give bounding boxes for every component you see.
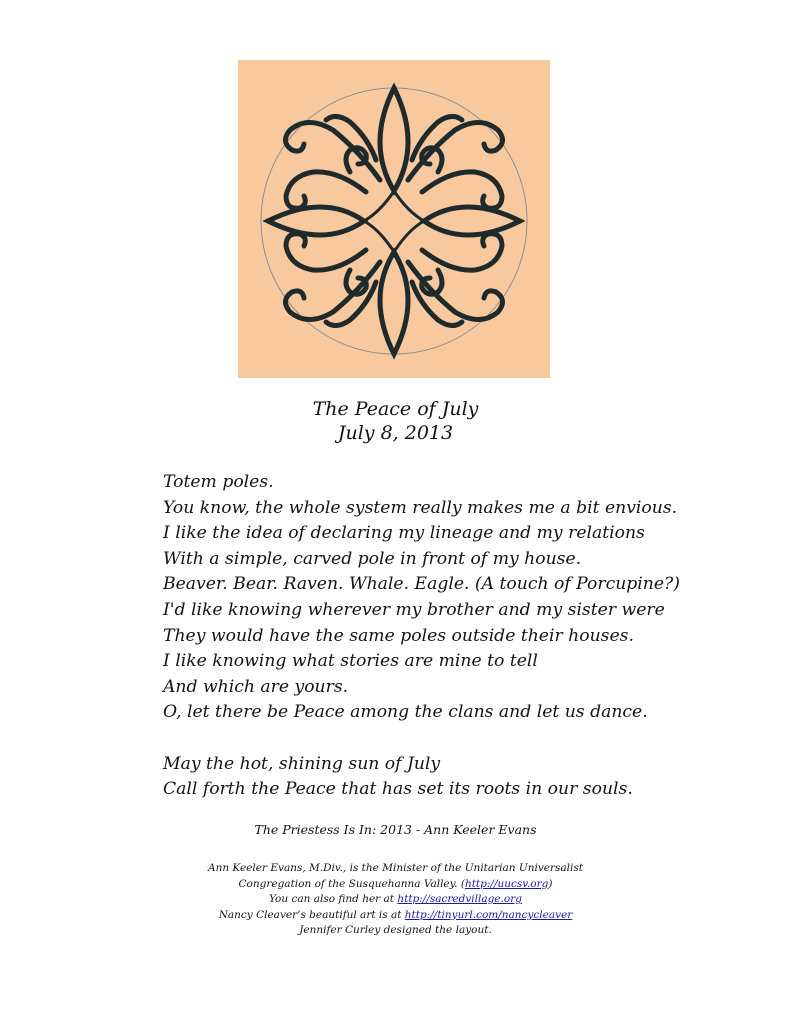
poem-line: I'd like knowing wherever my brother and my sister were xyxy=(163,599,665,620)
series-credit: The Priestess Is In: 2013 - Ann Keeler Evans xyxy=(254,822,537,837)
poem-line: Call forth the Peace that has set its roots in our souls. xyxy=(163,779,633,800)
author-bio-line: Ann Keeler Evans, M.Div., is the Minister of the Unitarian Universalist xyxy=(207,862,583,874)
poem-header xyxy=(0,397,791,445)
congregation-text: Congregation of the Susquehanna Valley. ( xyxy=(238,877,465,890)
poem-date: July 8, 2013 xyxy=(337,422,454,444)
sacredvillage-line xyxy=(0,892,791,908)
layout-credit-line: Jennifer Curley designed the layout. xyxy=(299,924,492,937)
congregation-line xyxy=(0,877,791,893)
sacredvillage-text: You can also find her at xyxy=(269,893,398,906)
sacredvillage-link[interactable]: http://sacredvillage.org xyxy=(397,893,522,906)
mandala-artwork xyxy=(238,60,550,378)
poem-line: Beaver. Bear. Raven. Whale. Eagle. (A touch of Porcupine?) xyxy=(163,574,680,595)
poem-line: I like knowing what stories are mine to tell xyxy=(163,651,538,672)
stanza-break xyxy=(163,726,723,752)
footer-info xyxy=(0,861,791,939)
poem-body xyxy=(163,470,723,803)
congregation-suffix: ) xyxy=(548,877,553,890)
poem-title: The Peace of July xyxy=(312,398,479,420)
art-credit-line xyxy=(0,908,791,924)
uucsv-link[interactable]: http://uucsv.org xyxy=(464,877,549,890)
poem-line: May the hot, shining sun of July xyxy=(163,753,441,774)
mandala-scroll-icon xyxy=(238,60,550,378)
poem-line: I like the idea of declaring my lineage and my relations xyxy=(163,523,645,544)
poem-line: And which are yours. xyxy=(163,676,349,697)
poem-line: O, let there be Peace among the clans and let us dance. xyxy=(163,702,648,723)
poem-line: With a simple, carved pole in front of my house. xyxy=(163,548,582,569)
poem-line: You know, the whole system really makes me a bit envious. xyxy=(163,497,678,518)
poem-line: Totem poles. xyxy=(163,472,274,492)
nancycleaver-link[interactable]: http://tinyurl.com/nancycleaver xyxy=(404,908,573,921)
art-credit-text: Nancy Cleaver’s beautiful art is at xyxy=(218,908,405,921)
poem-line: They would have the same poles outside their houses. xyxy=(163,625,634,646)
